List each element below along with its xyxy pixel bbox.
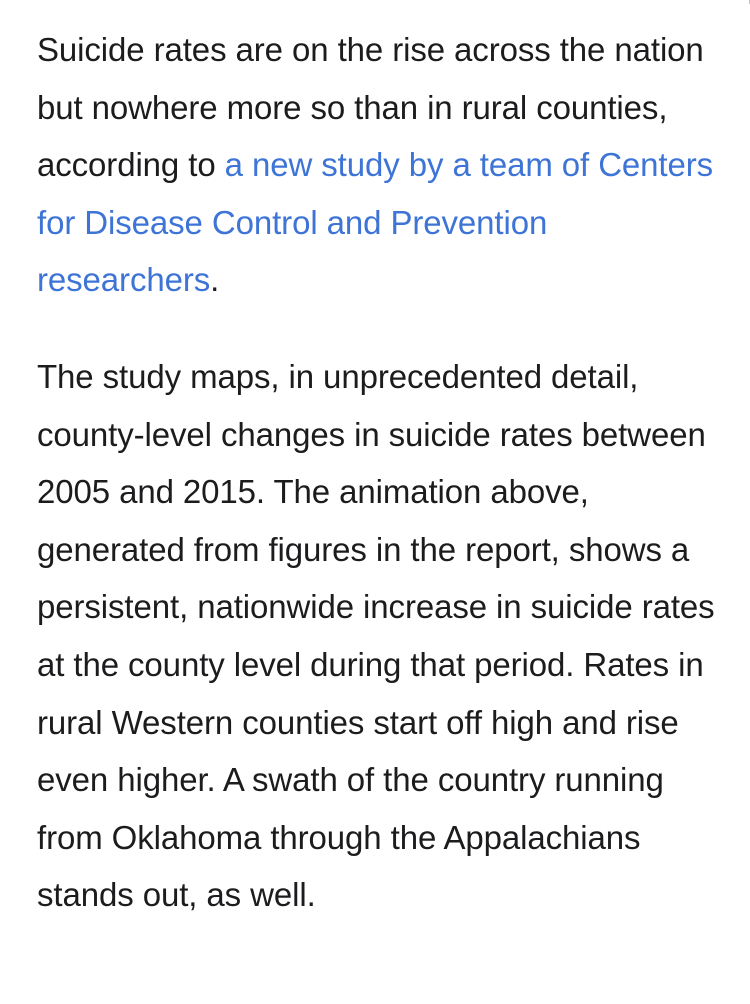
article-body bbox=[37, 21, 727, 924]
paragraph-1-end: . bbox=[210, 261, 220, 299]
paragraph-1-text: Suicide rates are on the rise across the nation but nowhere more so than in rural counties, according to bbox=[37, 31, 704, 184]
cdc-study-link[interactable]: a new study by a team of Centers for Disease Control and Prevention researchers bbox=[37, 146, 714, 299]
scroll-edge-divider bbox=[739, 0, 750, 4]
paragraph-1 bbox=[37, 21, 727, 309]
paragraph-2: The study maps, in unprecedented detail, county-level changes in suicide rates between 2005 and 2015. The animation above, generated from figures in the report, shows a persistent, nationwide increase in suicide rates at the county level during that period. Rates in rural Western counties start off high and rise even higher. A swath of the country running from Oklahoma through the Appalachians stands out, as well. bbox=[37, 357, 715, 914]
